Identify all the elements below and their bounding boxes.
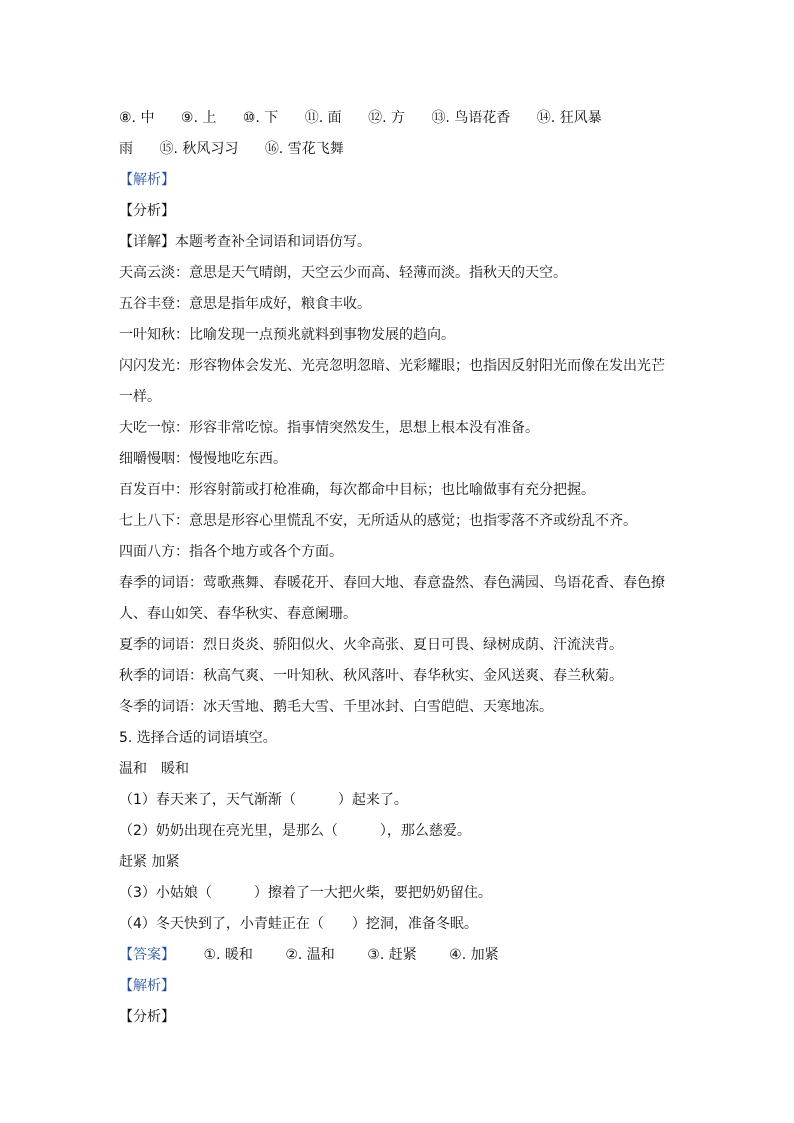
answer-row-5 bbox=[119, 940, 679, 971]
question-5-2: （2）奶奶出现在亮光里，是那么（ ），那么慈爱。 bbox=[119, 823, 471, 839]
word-choices-1: 温和 暖和 bbox=[119, 761, 189, 777]
text-line: 天高云淡：意思是天气晴朗，天空云少而高、轻薄而淡。指秋天的天空。 bbox=[119, 265, 567, 281]
answer-item: ①. 暖和 bbox=[203, 947, 253, 963]
answer-item: ⑫. 方 bbox=[368, 110, 405, 126]
answer-item: ⑯. 雪花飞舞 bbox=[264, 141, 344, 157]
text-line: 秋季的词语：秋高气爽、一叶知秋、秋风落叶、春华秋实、金风送爽、春兰秋菊。 bbox=[119, 668, 623, 684]
fenxi-tag-2: 【分析】 bbox=[119, 1009, 175, 1025]
text-line: 【详解】本题考查补全词语和词语仿写。 bbox=[119, 234, 371, 250]
word-choices-2: 赶紧 加紧 bbox=[119, 854, 180, 870]
text-line: 一叶知秋：比喻发现一点预兆就料到事物发展的趋向。 bbox=[119, 327, 455, 343]
answer-item: 雨 bbox=[119, 141, 133, 157]
answer-item: ④. 加紧 bbox=[449, 947, 499, 963]
answer-item: ③. 赶紧 bbox=[367, 947, 417, 963]
jiexi-tag: 【解析】 bbox=[119, 172, 175, 188]
text-line: 细嚼慢咽：慢慢地吃东西。 bbox=[119, 451, 287, 467]
text-line: 闪闪发光：形容物体会发光、光亮忽明忽暗、光彩耀眼；也指因反射阳光而像在发出光芒 bbox=[119, 358, 665, 374]
answer-item: ⑨. 上 bbox=[180, 110, 217, 126]
document-page bbox=[119, 103, 679, 1033]
text-line: 夏季的词语：烈日炎炎、骄阳似火、火伞高张、夏日可畏、绿树成荫、汗流浃背。 bbox=[119, 637, 623, 653]
text-line: 人、春山如笑、春华秋实、春意阑珊。 bbox=[119, 606, 357, 622]
answer-line-1 bbox=[119, 103, 679, 134]
text-line: 一样。 bbox=[119, 389, 161, 405]
answer-item: ②. 温和 bbox=[285, 947, 335, 963]
question-5-1: （1）春天来了，天气渐渐（ ）起来了。 bbox=[119, 792, 408, 808]
answer-line-2 bbox=[119, 134, 679, 165]
answer-item: ⑧. 中 bbox=[119, 110, 155, 126]
question-5-3: （3）小姑娘（ ）擦着了一大把火柴，要把奶奶留住。 bbox=[119, 885, 492, 901]
answer-item: ⑬. 鸟语花香 bbox=[431, 110, 511, 126]
question-5-4: （4）冬天快到了，小青蛙正在（ ）挖洞，准备冬眠。 bbox=[119, 916, 478, 932]
jiexi-tag-2: 【解析】 bbox=[119, 978, 175, 994]
text-line: 五谷丰登：意思是指年成好，粮食丰收。 bbox=[119, 296, 371, 312]
answer-item: ⑩. 下 bbox=[242, 110, 279, 126]
answer-item: ⑭. 狂风暴 bbox=[536, 110, 602, 126]
text-line: 四面八方：指各个地方或各个方面。 bbox=[119, 544, 343, 560]
answer-item: ⑪. 面 bbox=[304, 110, 342, 126]
fenxi-tag: 【分析】 bbox=[119, 203, 175, 219]
text-line: 大吃一惊：形容非常吃惊。指事情突然发生，思想上根本没有准备。 bbox=[119, 420, 539, 436]
question-5-title: 5. 选择合适的词语填空。 bbox=[119, 730, 277, 746]
text-line: 冬季的词语：冰天雪地、鹅毛大雪、千里冰封、白雪皑皑、天寒地冻。 bbox=[119, 699, 553, 715]
answer-tag: 【答案】 bbox=[119, 947, 175, 963]
text-line: 百发百中：形容射箭或打枪准确，每次都命中目标；也比喻做事有充分把握。 bbox=[119, 482, 595, 498]
text-line: 七上八下：意思是形容心里慌乱不安，无所适从的感觉；也指零落不齐或纷乱不齐。 bbox=[119, 513, 637, 529]
text-line: 春季的词语：莺歌燕舞、春暖花开、春回大地、春意盎然、春色满园、鸟语花香、春色撩 bbox=[119, 575, 665, 591]
answer-item: ⑮. 秋风习习 bbox=[159, 141, 239, 157]
